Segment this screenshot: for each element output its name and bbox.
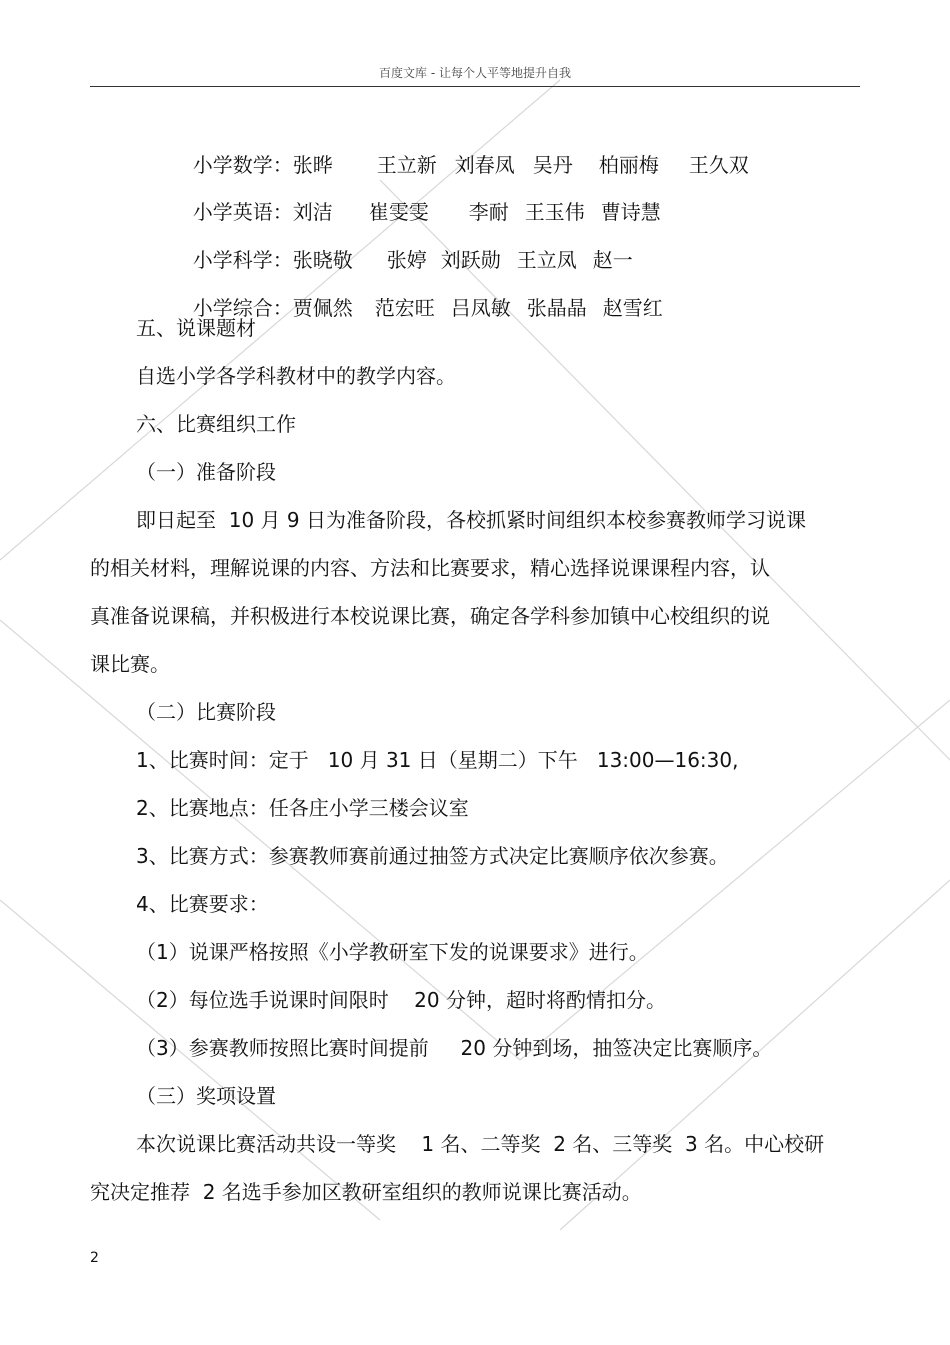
subject-label: 小学数学： <box>192 153 293 177</box>
teacher-name: 吴丹 <box>532 153 573 177</box>
teacher-name: 赵一 <box>592 248 633 272</box>
teacher-name: 刘跃勋 <box>440 248 501 272</box>
list-item: 3、比赛方式：参赛教师赛前通过抽签方式决定比赛顺序依次参赛。 <box>136 844 729 868</box>
teacher-name: 张晶晶 <box>526 296 587 320</box>
prep-stage-title: （一）准备阶段 <box>136 460 276 484</box>
teacher-name: 刘洁 <box>292 200 333 224</box>
teacher-name: 王久双 <box>688 153 749 177</box>
subject-label: 小学科学： <box>192 248 293 272</box>
teacher-name: 李耐 <box>468 200 509 224</box>
teacher-name: 王立凤 <box>516 248 577 272</box>
requirement-item: （2）每位选手说课时间限时 20 分钟，超时将酌情扣分。 <box>136 988 666 1012</box>
teacher-name: 柏丽梅 <box>598 153 659 177</box>
teacher-name: 刘春凤 <box>454 153 515 177</box>
teacher-name: 王立新 <box>376 153 437 177</box>
teacher-name: 贾佩然 <box>292 296 353 320</box>
paragraph-line: 课比赛。 <box>90 652 170 676</box>
header-divider <box>90 86 860 87</box>
page-header: 百度文库 - 让每个人平等地提升自我 <box>379 66 571 80</box>
subject-label: 小学英语： <box>192 200 293 224</box>
teacher-name: 赵雪红 <box>602 296 663 320</box>
competition-stage-title: （二）比赛阶段 <box>136 700 276 724</box>
section-6-title: 六、比赛组织工作 <box>136 412 296 436</box>
requirement-item: （1）说课严格按照《小学教研室下发的说课要求》进行。 <box>136 940 649 964</box>
page-number: 2 <box>90 1250 99 1266</box>
teacher-name: 吕凤敏 <box>450 296 511 320</box>
teacher-name: 张婷 <box>386 248 427 272</box>
list-item: 4、比赛要求： <box>136 892 269 916</box>
paragraph-line: 即日起至 10 月 9 日为准备阶段，各校抓紧时间组织本校参赛教师学习说课 <box>136 508 806 532</box>
teacher-name: 张晔 <box>292 153 333 177</box>
teacher-name: 崔雯雯 <box>368 200 429 224</box>
section-5-body: 自选小学各学科教材中的教学内容。 <box>136 364 456 388</box>
section-5-title: 五、说课题材 <box>136 316 256 340</box>
teacher-name: 张晓敬 <box>292 248 353 272</box>
list-item: 1、比赛时间：定于 10 月 31 日（星期二）下午 13:00—16:30, <box>136 748 739 772</box>
award-title: （三）奖项设置 <box>136 1084 276 1108</box>
teacher-name: 王玉伟 <box>524 200 585 224</box>
paragraph-line: 的相关材料，理解说课的内容、方法和比赛要求，精心选择说课课程内容，认 <box>90 556 770 580</box>
paragraph-line: 究决定推荐 2 名选手参加区教研室组织的教师说课比赛活动。 <box>90 1180 642 1204</box>
requirement-item: （3）参赛教师按照比赛时间提前 20 分钟到场，抽签决定比赛顺序。 <box>136 1036 773 1060</box>
subject-label: 小学综合： <box>192 296 293 320</box>
teacher-name: 范宏旺 <box>374 296 435 320</box>
teacher-name: 曹诗慧 <box>600 200 661 224</box>
paragraph-line: 本次说课比赛活动共设一等奖 1 名、二等奖 2 名、三等奖 3 名。中心校研 <box>136 1132 825 1156</box>
paragraph-line: 真准备说课稿，并积极进行本校说课比赛，确定各学科参加镇中心校组织的说 <box>90 604 770 628</box>
list-item: 2、比赛地点：任各庄小学三楼会议室 <box>136 796 469 820</box>
